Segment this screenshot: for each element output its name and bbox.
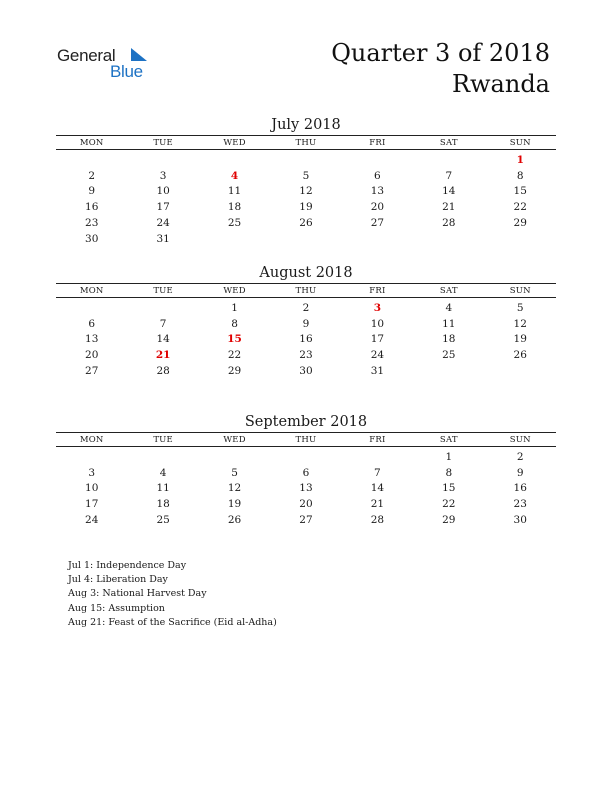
weekday-header-row (56, 432, 556, 447)
day-cell: 27 (370, 217, 385, 230)
day-cell: 26 (227, 514, 242, 527)
weekday-label: TUE (153, 285, 173, 296)
day-cell: 19 (299, 201, 313, 214)
weekday-label: WED (223, 137, 246, 148)
week-row (56, 363, 556, 379)
day-cell: 15 (442, 482, 456, 495)
day-cell: 9 (88, 185, 96, 198)
day-cell: 12 (227, 482, 242, 495)
weekday-label: WED (223, 285, 246, 296)
day-cell: 10 (85, 482, 99, 495)
day-cell: 28 (442, 217, 456, 230)
weekday-label: THU (295, 285, 317, 296)
day-cell: 29 (442, 514, 456, 527)
day-cell: 17 (370, 333, 385, 346)
week-row (56, 168, 556, 184)
day-cell-holiday: 4 (230, 169, 239, 182)
day-cell: 19 (513, 333, 527, 346)
day-cell: 8 (231, 317, 238, 330)
day-cell: 21 (370, 498, 385, 511)
day-cell-holiday: 15 (227, 333, 242, 346)
day-cell: 20 (299, 498, 313, 511)
day-cell: 12 (299, 185, 313, 198)
week-row (56, 347, 556, 363)
day-cell: 25 (442, 349, 456, 362)
day-cell: 18 (442, 333, 456, 346)
holiday-notes (68, 559, 277, 630)
day-cell: 5 (231, 466, 238, 479)
week-row (56, 316, 556, 332)
day-cell: 10 (156, 185, 170, 198)
weeks-grid (56, 152, 556, 247)
day-cell: 24 (156, 217, 170, 230)
day-cell: 24 (85, 514, 99, 527)
week-row (56, 481, 556, 497)
day-cell: 8 (516, 169, 524, 182)
week-row (56, 184, 556, 200)
weekday-label: MON (79, 434, 104, 445)
month-title: September 2018 (244, 414, 368, 430)
week-row (56, 215, 556, 231)
logo-triangle-icon (125, 48, 147, 62)
week-row (56, 300, 556, 316)
weekday-label: TUE (153, 137, 173, 148)
weekday-label: SAT (439, 137, 458, 148)
logo-text-blue: Blue (110, 62, 143, 81)
weekday-label: THU (295, 434, 317, 445)
day-cell: 3 (159, 169, 167, 182)
day-cell: 14 (370, 482, 385, 495)
weeks-grid (56, 300, 556, 379)
weekday-label: FRI (369, 137, 386, 148)
day-cell-holiday: 1 (516, 153, 524, 166)
day-cell: 7 (445, 169, 453, 182)
weekday-label: THU (295, 137, 317, 148)
day-cell: 19 (227, 498, 242, 511)
holiday-note: Aug 3: National Harvest Day (68, 588, 207, 600)
day-cell: 13 (85, 333, 99, 346)
day-cell: 30 (513, 514, 527, 527)
day-cell: 25 (156, 514, 170, 527)
day-cell: 3 (88, 466, 96, 479)
week-row (56, 231, 556, 247)
page-title (331, 38, 550, 100)
day-cell: 4 (445, 301, 453, 314)
weekday-header-row (56, 135, 556, 150)
day-cell: 17 (85, 498, 99, 511)
week-row (56, 152, 556, 168)
day-cell: 31 (370, 365, 385, 378)
logo (57, 44, 157, 84)
day-cell: 2 (302, 301, 310, 314)
day-cell: 16 (85, 201, 99, 214)
holiday-note: Jul 4: Liberation Day (68, 574, 168, 586)
day-cell: 16 (513, 482, 527, 495)
week-row (56, 449, 556, 465)
day-cell: 24 (370, 349, 385, 362)
month-title: July 2018 (271, 117, 341, 133)
day-cell: 29 (227, 365, 242, 378)
day-cell: 2 (516, 450, 524, 463)
day-cell: 29 (513, 217, 527, 230)
day-cell: 9 (516, 466, 524, 479)
weekday-label: MON (79, 285, 104, 296)
country-title: Rwanda (451, 70, 550, 98)
day-cell: 11 (227, 185, 242, 198)
day-cell: 14 (442, 185, 456, 198)
month-calendar-september (56, 412, 556, 528)
week-row (56, 496, 556, 512)
holiday-note: Aug 21: Feast of the Sacrifice (Eid al-Adha) (68, 616, 277, 628)
day-cell: 7 (159, 317, 167, 330)
day-cell: 20 (370, 201, 385, 214)
week-row (56, 332, 556, 348)
day-cell: 18 (227, 201, 242, 214)
day-cell: 11 (442, 317, 456, 330)
day-cell: 22 (227, 349, 242, 362)
day-cell: 2 (88, 169, 96, 182)
quarter-title: Quarter 3 of 2018 (331, 39, 550, 67)
day-cell: 5 (302, 169, 310, 182)
day-cell: 22 (442, 498, 456, 511)
day-cell: 12 (513, 317, 527, 330)
day-cell: 8 (445, 466, 453, 479)
day-cell: 4 (159, 466, 167, 479)
weekday-label: SAT (439, 285, 458, 296)
week-row (56, 199, 556, 215)
day-cell: 25 (227, 217, 242, 230)
day-cell: 10 (370, 317, 385, 330)
day-cell: 13 (370, 185, 385, 198)
month-calendar-july (56, 115, 556, 247)
weekday-label: TUE (153, 434, 173, 445)
day-cell: 27 (85, 365, 99, 378)
day-cell: 27 (299, 514, 313, 527)
day-cell: 30 (85, 232, 99, 245)
day-cell: 23 (299, 349, 313, 362)
week-row (56, 512, 556, 528)
day-cell: 22 (513, 201, 527, 214)
day-cell: 21 (442, 201, 456, 214)
logo-text-general: General (57, 46, 116, 65)
weekday-label: MON (79, 137, 104, 148)
day-cell: 14 (156, 333, 170, 346)
weekday-label: WED (223, 434, 246, 445)
day-cell: 23 (85, 217, 99, 230)
holiday-note: Jul 1: Independence Day (68, 560, 187, 571)
month-title: August 2018 (259, 265, 353, 281)
day-cell: 9 (302, 317, 310, 330)
day-cell: 6 (88, 317, 96, 330)
day-cell: 13 (299, 482, 313, 495)
weekday-label: FRI (369, 285, 386, 296)
holiday-note: Aug 15: Assumption (68, 602, 165, 614)
day-cell: 5 (516, 301, 524, 314)
day-cell-holiday: 3 (373, 301, 382, 314)
day-cell: 7 (374, 466, 381, 479)
month-calendar-august (56, 263, 556, 379)
weeks-grid (56, 449, 556, 528)
weekday-label: FRI (369, 434, 386, 445)
day-cell: 16 (299, 333, 313, 346)
day-cell: 1 (445, 450, 453, 463)
weekday-header-row (56, 283, 556, 298)
weekday-label: SUN (509, 434, 531, 445)
weekday-label: SUN (509, 137, 531, 148)
day-cell: 6 (374, 169, 381, 182)
day-cell: 18 (156, 498, 170, 511)
day-cell: 6 (302, 466, 310, 479)
day-cell: 17 (156, 201, 170, 214)
day-cell: 31 (156, 232, 170, 245)
day-cell: 1 (231, 301, 238, 314)
day-cell: 30 (299, 365, 313, 378)
day-cell: 23 (513, 498, 527, 511)
weekday-label: SUN (509, 285, 531, 296)
day-cell: 26 (513, 349, 527, 362)
day-cell: 20 (85, 349, 99, 362)
day-cell-holiday: 21 (155, 349, 171, 362)
day-cell: 15 (513, 185, 527, 198)
weekday-label: SAT (439, 434, 458, 445)
day-cell: 26 (299, 217, 313, 230)
day-cell: 28 (156, 365, 170, 378)
day-cell: 28 (370, 514, 385, 527)
day-cell: 11 (156, 482, 170, 495)
week-row (56, 465, 556, 481)
